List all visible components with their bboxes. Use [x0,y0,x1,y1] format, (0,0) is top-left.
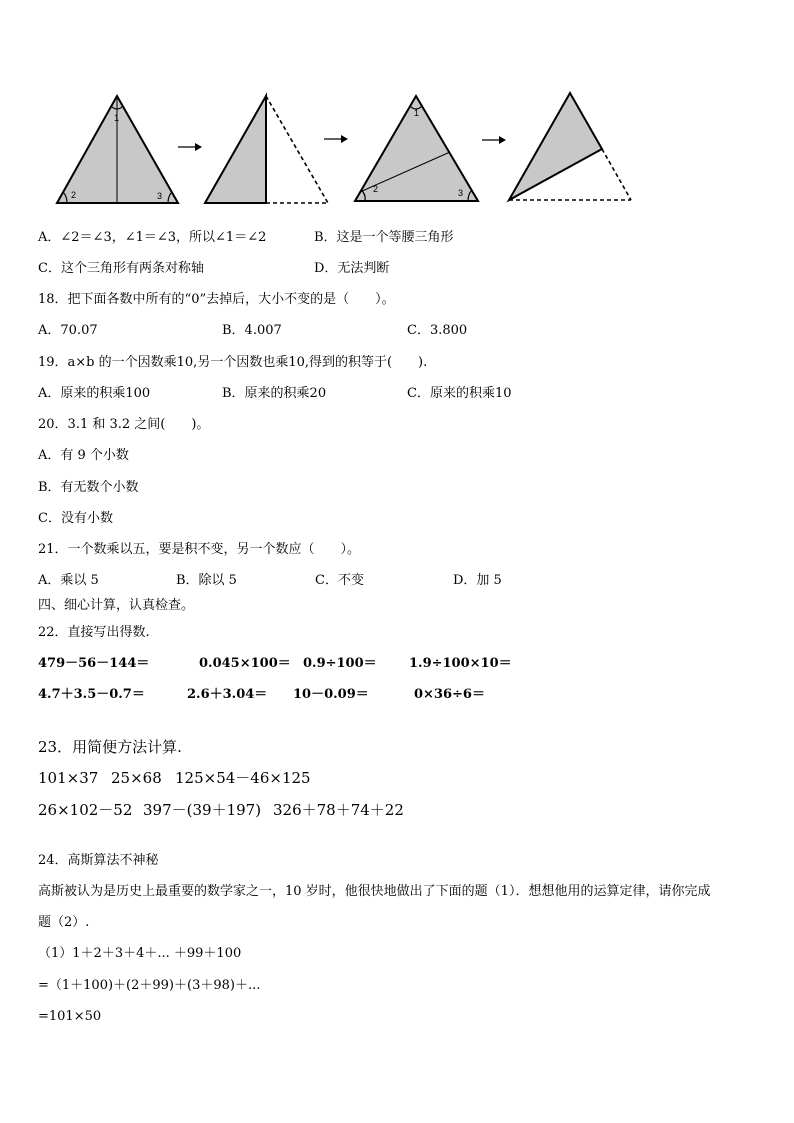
angle-label-2: 2 [71,190,77,200]
angle-label-2: 2 [373,184,379,194]
q18-option-c: C．3.800 [407,323,468,338]
q24-paragraph: 题（2）. [38,915,90,930]
q23-stem: 23．用简便方法计算. [38,738,182,756]
q21-option-a: A．乘以 5 [38,573,99,588]
triangle-3 [355,96,478,201]
q23-item: 125×54－46×125 [175,769,311,787]
q21-option-d: D．加 5 [453,573,502,588]
q22-item: 0.045×100＝ [199,656,291,671]
q22-item: 479－56－144＝ [38,656,150,671]
q17-option-c: C．这个三角形有两条对称轴 [38,261,204,276]
q17-option-d: D．无法判断 [314,261,390,276]
q23-item: 101×37 [38,769,99,787]
arrow-right-icon [482,136,506,144]
section-heading: 四、细心计算，认真检查。 [38,598,195,613]
q22-item: 0.9÷100＝ [303,656,377,671]
q20-option-c: C．没有小数 [38,511,113,526]
triangle-1 [57,96,178,203]
q22-stem: 22．直接写出得数. [38,625,150,640]
angle-label-1: 1 [414,108,420,118]
q20-option-b: B．有无数个小数 [38,480,139,495]
q24-line: =101×50 [38,1009,102,1024]
q19-stem: 19．a×b 的一个因数乘10,另一个因数也乘10,得到的积等于( ). [38,355,428,370]
q22-item: 2.6＋3.04＝ [187,687,268,702]
q22-item: 1.9÷100×10＝ [409,656,512,671]
triangle-4 [509,93,631,200]
q20-stem: 20．3.1 和 3.2 之间( )。 [38,417,210,432]
q24-line: =（1＋100)＋(2＋99)＋(3＋98)＋... [38,978,261,993]
q18-stem: 18．把下面各数中所有的“0”去掉后，大小不变的是（ ）。 [38,292,395,307]
q20-option-a: A．有 9 个小数 [38,448,129,463]
q19-option-a: A．原来的积乘100 [38,386,151,401]
q23-item: 25×68 [111,769,162,787]
triangle-2 [205,96,328,203]
q21-option-c: C．不变 [315,573,364,588]
q19-option-b: B．原来的积乘20 [222,386,327,401]
q17-option-b: B．这是一个等腰三角形 [314,230,454,245]
q22-item: 4.7＋3.5－0.7＝ [38,687,145,702]
arrow-right-icon [178,143,202,151]
angle-label-1: 1 [114,113,120,123]
q23-item: 397－(39＋197) [143,801,262,819]
q22-item: 10－0.09＝ [293,687,369,702]
q21-stem: 21．一个数乘以五，要是积不变，另一个数应（ ）。 [38,542,361,557]
q18-option-a: A．70.07 [38,323,98,338]
q23-item: 326＋78＋74＋22 [273,801,404,819]
q24-stem: 24．高斯算法不神秘 [38,853,159,868]
q19-option-c: C．原来的积乘10 [407,386,512,401]
q24-line: （1）1＋2＋3＋4＋... ＋99＋100 [38,946,242,961]
q22-item: 0×36÷6＝ [414,687,485,702]
q21-option-b: B．除以 5 [176,573,237,588]
q18-option-b: B．4.007 [222,323,282,338]
angle-label-3: 3 [458,188,464,198]
triangle-figure [48,88,648,210]
arrow-right-icon [324,135,348,143]
q17-option-a: A．∠2＝∠3，∠1＝∠3，所以∠1＝∠2 [38,230,267,245]
q24-paragraph: 高斯被认为是历史上最重要的数学家之一，10 岁时，他很快地做出了下面的题（1）．想想他用的运算定律，请你完成 [38,884,711,899]
q23-item: 26×102－52 [38,801,133,819]
angle-label-3: 3 [157,191,163,201]
